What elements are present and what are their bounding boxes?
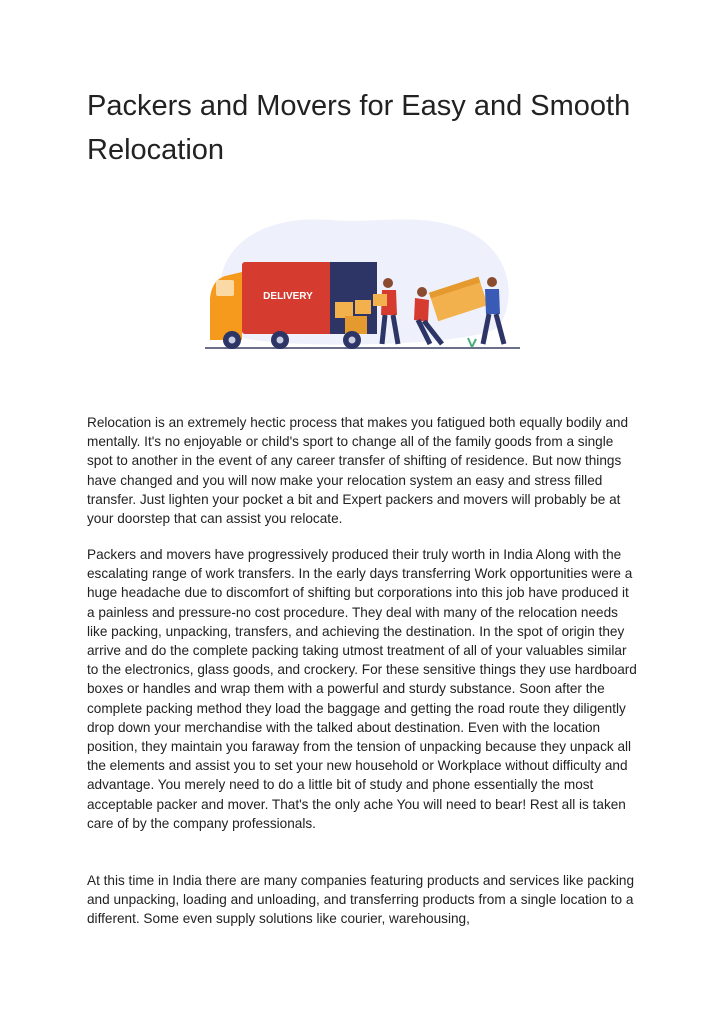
moving-truck-illustration	[200, 210, 525, 360]
truck-window	[216, 280, 234, 296]
document-title: Packers and Movers for Easy and Smooth Relocation	[87, 90, 631, 166]
worker-head	[383, 278, 393, 288]
worker-box	[373, 294, 387, 306]
worker-body	[414, 298, 429, 322]
cargo-box	[335, 302, 353, 318]
paragraph: Packers and movers have progressively produced their truly worth in India Along with the escalating range of work transfers. In the early days transferring Work opportunities were a huge headache due to discomfort of shifting but corporations into this job have produced it a painless and pressure-no cost procedure. They deal with many of the relocation needs like packing, unpacking, transfers, and achieving the destination. In the spot of origin they arrive and do the complete packing taking utmost treatment of all of your valuables similar to the electronics, glass goods, and crockery. For these sensitive things they use hardboard boxes or handles and wrap them with a powerful and sturdy substance. Soon after the complete packing method they load the baggage and getting the road route they diligently drop down your merchandise with the talked about destination. Even with the location position, they maintain you faraway from the tension of unpacking because they unpack all the elements and assist you to set your new household or Workplace without difficulty and advantage. You merely need to do a little bit of study and phone essentially the most acceptable packer and mover. That's the only ache You will need to bear! Rest all is taken care of by the company professionals.	[87, 547, 637, 831]
worker-head	[487, 277, 497, 287]
cargo-box	[355, 300, 371, 314]
paragraph: At this time in India there are many companies featuring products and services like packing and unpacking, loading and unloading, and transferring products from a single location to a different. Some even supply solutions like courier, warehousing,	[87, 873, 635, 927]
cargo-box	[345, 316, 367, 334]
paragraph: Relocation is an extremely hectic process that makes you fatigued both equally bodily and mentally. It's no enjoyable or child's sport to change all of the family goods from a single spot to another in the event of any career transfer of shifting of residence. But now things have changed and you will now make your relocation system an easy and stress filled transfer. Just lighten your pocket a bit and Expert packers and movers will probably be at your doorstep that can assist you relocate.	[87, 415, 629, 527]
worker-body	[485, 289, 500, 314]
truck-label: DELIVERY	[263, 291, 313, 302]
worker-head	[417, 287, 427, 297]
plant	[468, 338, 476, 347]
